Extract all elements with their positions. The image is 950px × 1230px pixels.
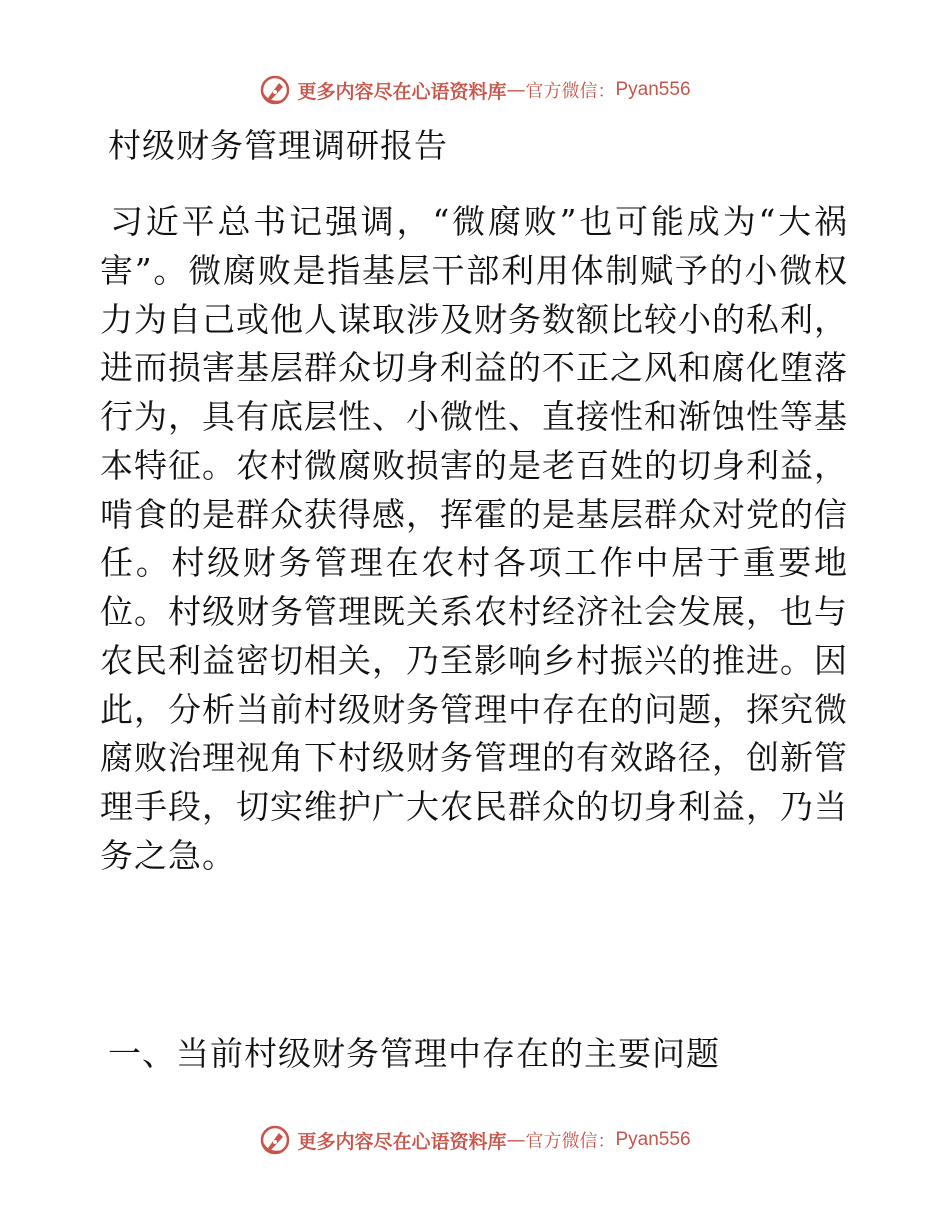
watermark-wechat-id: Pyan556 <box>615 79 691 100</box>
watermark-footer <box>0 1122 950 1158</box>
pen-nib-logo-icon <box>259 1124 291 1156</box>
watermark-header <box>0 72 950 108</box>
watermark-wechat-label: 官方微信： <box>525 1131 616 1152</box>
watermark-main-text: 更多内容尽在心语资料库 <box>297 80 507 103</box>
watermark-separator: — <box>506 79 526 101</box>
watermark-separator: — <box>506 1129 526 1151</box>
section-heading: 一、当前村级财务管理中存在的主要问题 <box>108 1034 720 1073</box>
intro-paragraph: 习近平总书记强调，“微腐败”也可能成为“大祸害”。微腐败是指基层干部利用体制赋予的小微权力为自己或他人谋取涉及财务数额比较小的私利，进而损害基层群众切身利益的不正之风和腐化堕落行为，具有底层性、小微性、直接性和渐蚀性等基本特征。农村微腐败损害的是老百姓的切身利益，啃食的是群众获得感，挥霍的是基层群众对党的信任。村级财务管理在农村各项工作中居于重要地位。村级财务管理既关系农村经济社会发展，也与农民利益密切相关，乃至影响乡村振兴的推进。因此，分析当前村级财务管理中存在的问题，探究微腐败治理视角下村级财务管理的有效路径，创新管理手段，切实维护广大农民群众的切身利益，乃当务之急。 <box>100 202 848 875</box>
watermark-wechat-id: Pyan556 <box>615 1129 691 1150</box>
watermark-wechat-label: 官方微信： <box>525 81 616 102</box>
document-title: 村级财务管理调研报告 <box>108 126 448 165</box>
watermark-main-text: 更多内容尽在心语资料库 <box>297 1130 507 1153</box>
pen-nib-logo-icon <box>259 74 291 106</box>
